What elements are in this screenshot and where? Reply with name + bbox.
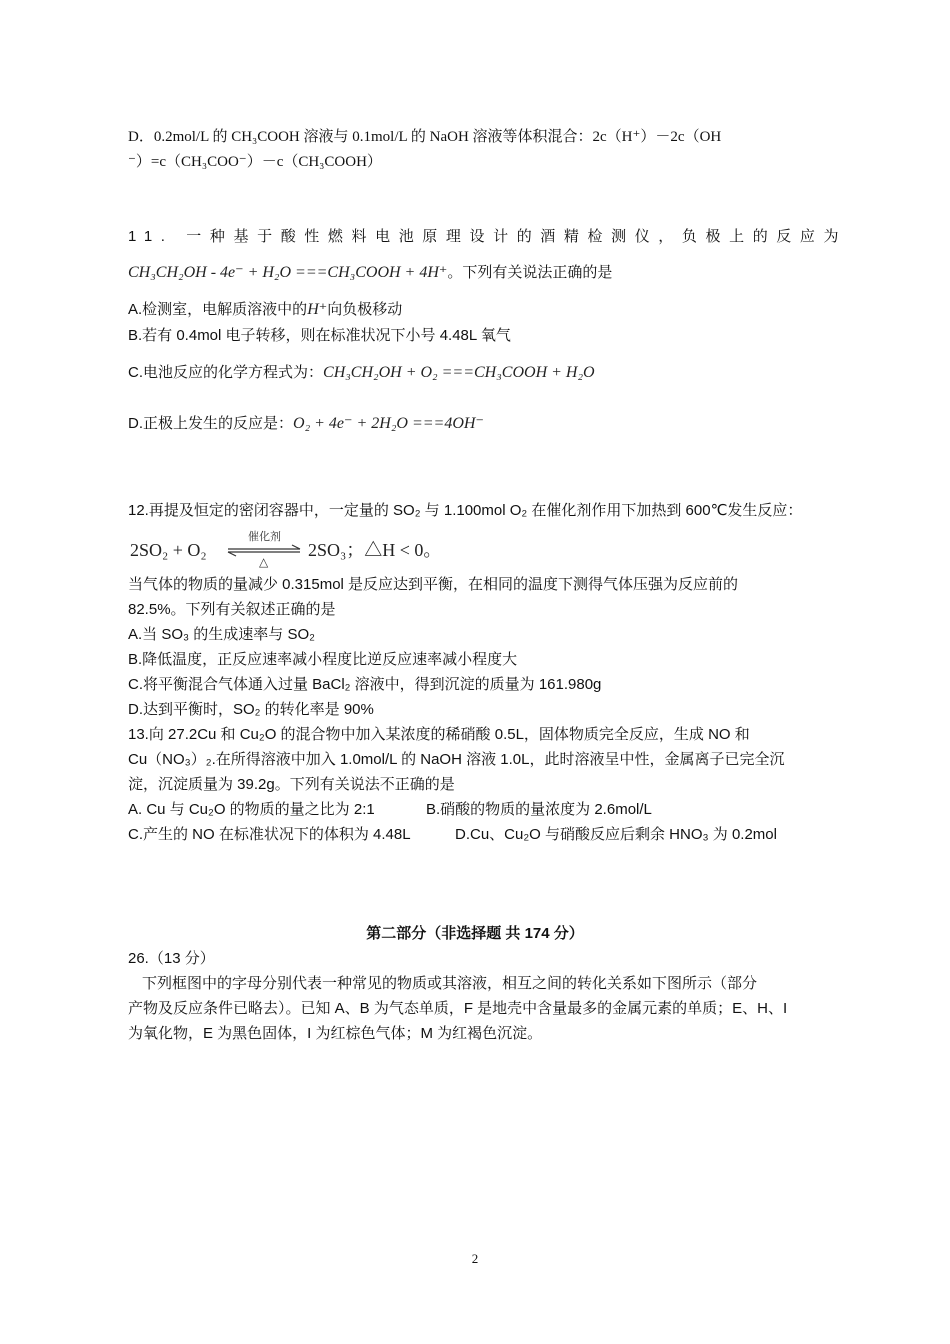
q11-option-d-equation: O₂ + 4e⁻ + 2H₂O ===4OH⁻: [293, 415, 484, 432]
q13-option-a: A. Cu 与 Cu₂O 的物质的量之比为 2:1: [128, 801, 375, 818]
q11-option-a-pre: A.检测室，电解质溶液中的: [128, 301, 308, 318]
q11-option-a: [128, 297, 402, 322]
q11-option-c-equation: CH₃CH₂OH + O₂ ===CH₃COOH + H₂O: [323, 364, 595, 381]
q11-stem-tail: 。下列有关说法正确的是: [447, 265, 613, 281]
q12-reaction-left: 2SO₂ + O₂: [130, 540, 207, 560]
q10-option-d-line2: ⁻）=c（CH₃COO⁻）－c（CH₃COOH）: [128, 154, 382, 170]
q11-option-d-pre: D.正极上发生的反应是：: [128, 415, 294, 432]
q12-stem-line1: 12.再提及恒定的密闭容器中，一定量的 SO₂ 与 1.100mol O₂ 在催化剂作用下加热到 600℃发生反应：: [128, 502, 803, 519]
q12-option-d: D.达到平衡时，SO₂ 的转化率是 90%: [128, 701, 374, 718]
q13-stem-line3: 淀，沉淀质量为 39.2g。下列有关说法不正确的是: [128, 776, 455, 793]
q12-stem-line2: 当气体的物质的量减少 0.315mol 是反应达到平衡，在相同的温度下测得气体压强为反应前的: [128, 576, 739, 593]
q11-option-b: B.若有 0.4mol 电子转移，则在标准状况下小号 4.48L 氧气: [128, 327, 511, 344]
q26-label: 26.（13 分）: [128, 950, 215, 967]
q12-reaction-equation: [128, 528, 468, 568]
q13-stem-line2: Cu（NO₃）₂.在所得溶液中加入 1.0mol/L 的 NaOH 溶液 1.0L，此时溶液呈中性，金属离子已完全沉: [128, 751, 785, 768]
q12-option-a: A.当 SO₃ 的生成速率与 SO₂: [128, 626, 315, 643]
q11-option-a-ion: H⁺: [307, 301, 328, 318]
part2-heading: 第二部分（非选择题 共 174 分）: [366, 925, 584, 942]
q26-text-line3: 为氧化物，E 为黑色固体，I 为红棕色气体；M 为红褐色沉淀。: [128, 1025, 543, 1042]
q12-stem-line3: 82.5%。下列有关叙述正确的是: [128, 601, 336, 618]
q12-catalyst-label: 催化剂: [248, 530, 281, 543]
q13-stem-line1: 13.向 27.2Cu 和 Cu₂O 的混合物中加入某浓度的稀硝酸 0.5L，固体物质完全反应，生成 NO 和: [128, 726, 750, 743]
q12-reaction-right: 2SO₃；△H < 0。: [308, 540, 442, 560]
q10-option-d-line1: D．0.2mol/L 的 CH₃COOH 溶液与 0.1mol/L 的 NaOH 溶液等体积混合：2c（H⁺）－2c（OH: [128, 129, 722, 145]
q11-option-c: [128, 360, 595, 385]
q12-heat-symbol: △: [259, 555, 269, 568]
q13-option-b: B.硝酸的物质的量浓度为 2.6mol/L: [426, 801, 652, 818]
q13-option-d: D.Cu、Cu₂O 与硝酸反应后剩余 HNO₃ 为 0.2mol: [455, 826, 777, 843]
q13-option-c: C.产生的 NO 在标准状况下的体积为 4.48L: [128, 826, 411, 843]
q11-equation: CH₃CH₂OH - 4e⁻ + H₂O ===CH₃COOH + 4H⁺: [128, 264, 448, 281]
q12-option-c: C.将平衡混合气体通入过量 BaCl₂ 溶液中，得到沉淀的质量为 161.980g: [128, 676, 602, 693]
q11-stem-line2: [128, 260, 612, 286]
page-number: 2: [471, 1251, 479, 1266]
q11-option-c-pre: C.电池反应的化学方程式为：: [128, 364, 324, 381]
q26-text-line2: 产物及反应条件已略去）。已知 A、B 为气态单质，F 是地壳中含量最多的金属元素的单质；E、H、I: [128, 1000, 788, 1017]
q12-option-b: B.降低温度，正反应速率减小程度比逆反应速率减小程度大: [128, 651, 518, 668]
q26-text-line1: 下列框图中的字母分别代表一种常见的物质或其溶液，相互之间的转化关系如下图所示（部分: [142, 975, 758, 992]
q11-option-d: [128, 411, 484, 436]
q11-stem-line1: 11. 一种基于酸性燃料电池原理设计的酒精检测仪，负极上的反应为: [128, 228, 848, 245]
q11-option-a-post: 向负极移动: [327, 301, 403, 318]
